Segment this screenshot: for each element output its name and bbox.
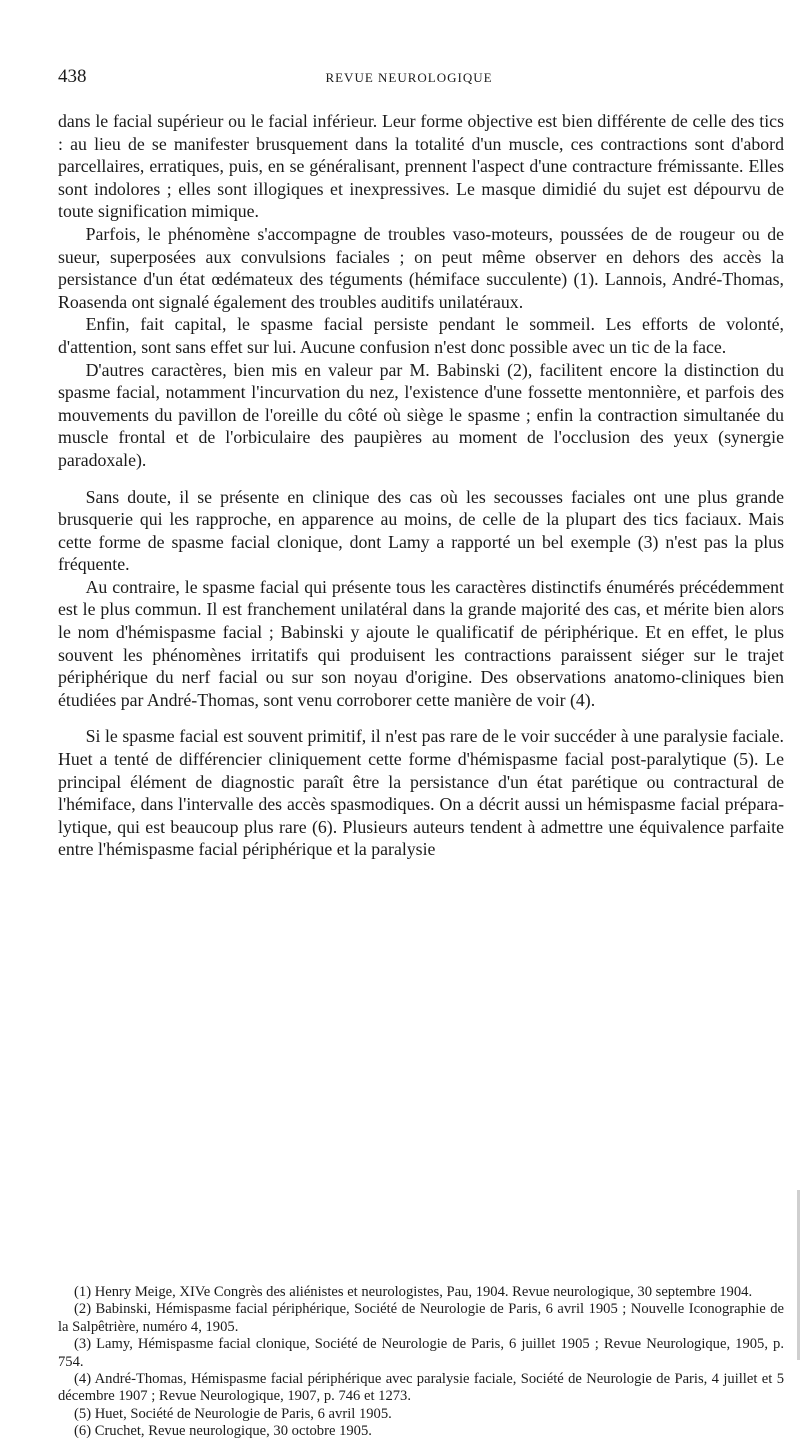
footnote: (5) Huet, Société de Neurologie de Paris, 6 avril 1905.: [74, 1405, 392, 1422]
section-gap: [58, 472, 784, 486]
paragraph: Si le spasme facial est souvent primitif, il n'est pas rare de le voir succéder à une paralysie faciale. Huet a tenté de différencier cliniquement cette forme d'hémispasme facial post-paralytique (5). Le principal élément de diagnostic paraît être la persistance d'un état parétique ou contractural de l'hémiface, dans l'intervalle des accès spasmodiques. On a décrit aussi un hémispasme facial prépara-lytique, qui est beaucoup plus rare (6). Plusieurs auteurs tendent à admettre une équivalence parfaite entre l'hémispasme facial périphérique et la paralysie: [58, 726, 784, 860]
footnote: (1) Henry Meige, XIVe Congrès des aliénistes et neurologistes, Pau, 1904. Revue neurologique, 30 septembre 1904.: [74, 1284, 753, 1300]
footnote: (2) Babinski, Hémispasme facial périphérique, Société de Neurologie de Paris, 6 avril 1905 ; Nouvelle Iconographie de la Salpêtrière, numéro 4, 1905.: [58, 1301, 784, 1335]
paragraph: Sans doute, il se présente en clinique des cas où les secousses faciales ont une plus grande brusquerie qui les rapproche, en apparence au moins, de celle de la plupart des tics faciaux. Mais cette forme de spasme facial clonique, dont Lamy a rapporté un bel exemple (3) n'est pas la plus fréquente.: [58, 486, 784, 575]
footnote: (3) Lamy, Hémispasme facial clonique, Société de Neurologie de Paris, 6 juillet 1905 ; Revue Neurologique, 1905, p. 754.: [58, 1336, 784, 1370]
paragraph: Enfin, fait capital, le spasme facial persiste pendant le sommeil. Les efforts de volonté, d'attention, sont sans effet sur lui. Aucune confusion n'est donc possible avec un tic de la face.: [58, 314, 784, 357]
paragraph: dans le facial supérieur ou le facial inférieur. Leur forme objective est bien différente de celle des tics : au lieu de se manifester brusquement dans la totalité d'un muscle, ces contractions sont d'abord parcellaires, erratiques, puis, en se généralisant, prennent l'aspect d'une contracture frémissante. Elles sont indolores ; elles sont illogiques et inexpressives. Le masque dimidié du sujet est dépourvu de toute signification mimique.: [58, 111, 784, 222]
footnote: (4) André-Thomas, Hémispasme facial périphérique avec paralysie faciale, Société de Neurologie de Paris, 4 juillet et 5 décembre 1907 ; Revue Neurologique, 1907, p. 746 et 1273.: [58, 1371, 784, 1405]
paragraph: Parfois, le phénomène s'accompagne de troubles vaso-moteurs, poussées de de rougeur ou de sueur, superposées aux convulsions faciales ; on peut même observer en dehors des accès la persistance d'un état œdémateux des téguments (hémiface succulente) (1). Lannois, André-Thomas, Roasenda ont signalé également des troubles auditifs unilatéraux.: [58, 223, 784, 312]
footnotes: [58, 1284, 784, 1441]
page-number: 438: [58, 66, 87, 87]
page-header: [58, 66, 760, 94]
running-head: REVUE NEUROLOGIQUE: [325, 70, 493, 85]
article-body: [58, 110, 784, 861]
paragraph: Au contraire, le spasme facial qui présente tous les caractères distinctifs énumérés précédemment est le plus commun. Il est franchement unilatéral dans la grande majorité des cas, et mérite bien alors le nom d'hémispasme facial ; Babinski y ajoute le qualificatif de périphérique. Et en effet, le plus souvent les phénomènes irritatifs qui produisent les contractions paraissent siéger sur le trajet périphérique du nerf facial ou sur son noyau d'origine. Des observations anatomo-cliniques bien étudiées par André-Thomas, sont venu corroborer cette manière de voir (4).: [58, 576, 784, 710]
section-gap: [58, 711, 784, 725]
footnote: (6) Cruchet, Revue neurologique, 30 octobre 1905.: [74, 1423, 372, 1440]
paragraph: D'autres caractères, bien mis en valeur par M. Babinski (2), facilitent encore la distinction du spasme facial, notamment l'incurvation du nez, l'existence d'une fossette mentonnière, et parfois des mouvements du pavillon de l'oreille du côté où siège le spasme ; enfin la contraction simultanée du muscle frontal et de l'orbiculaire des paupières au moment de l'occlusion des yeux (synergie paradoxale).: [58, 359, 784, 470]
